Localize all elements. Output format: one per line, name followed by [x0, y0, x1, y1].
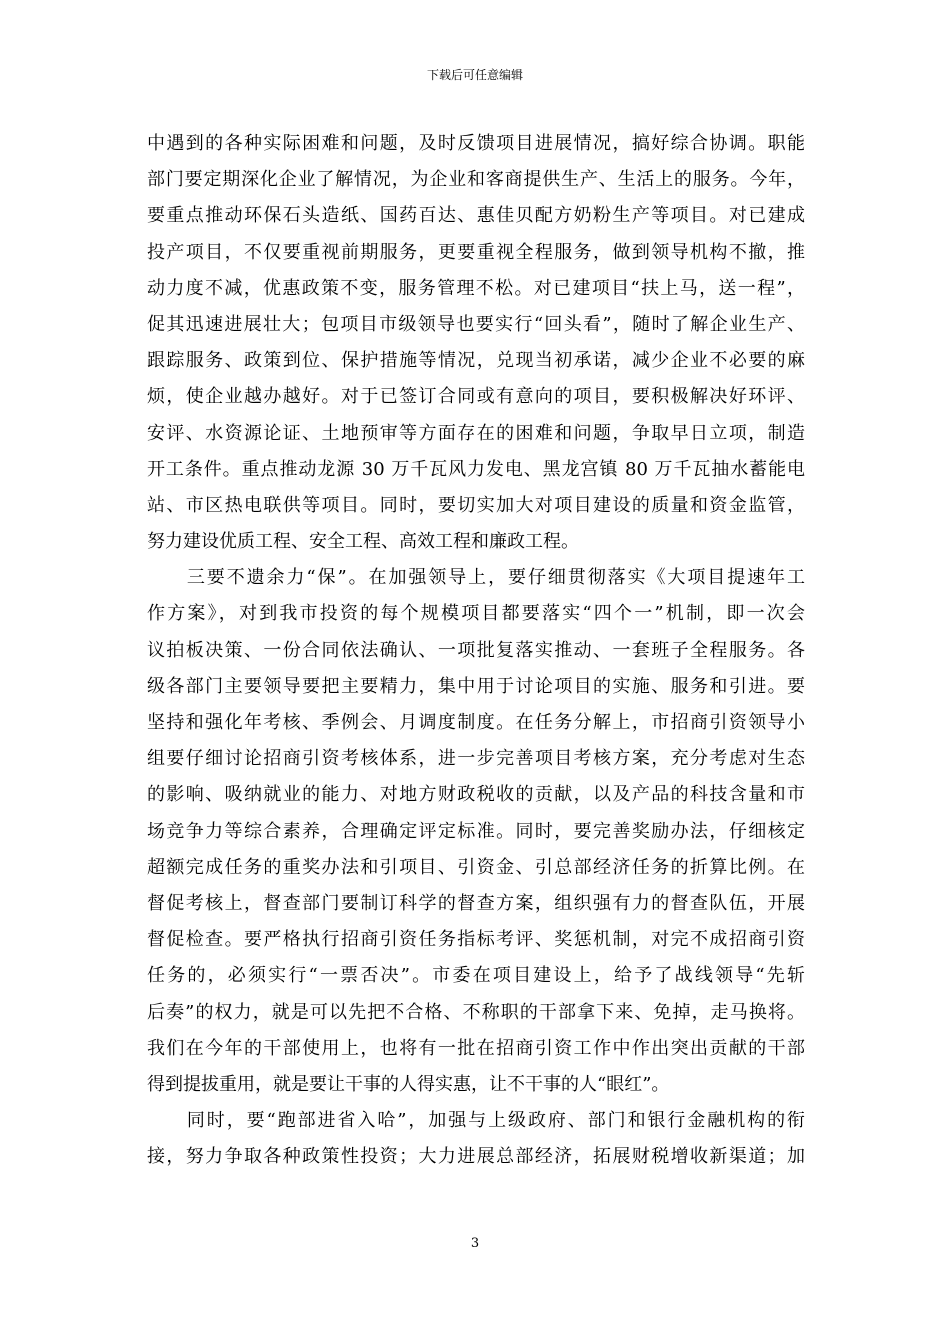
page-header: 下载后可任意编辑 [426, 68, 523, 82]
text-line: 任务的，必须实行“一票否决”。市委在项目建设上，给予了战线领导“先斩 [147, 965, 805, 987]
text-line: 我们在今年的干部使用上，也将有一批在招商引资工作中作出突出贡献的干部 [147, 1037, 805, 1059]
text-line: 开工条件。重点推动龙源 30 万千瓦风力发电、黑龙宫镇 80 万千瓦抽水蓄能电 [147, 458, 805, 480]
text-line: 烦，使企业越办越好。对于已签订合同或有意向的项目，要积极解决好环评、 [147, 386, 805, 408]
text-line: 议拍板决策、一份合同依法确认、一项批复落实推动、一套班子全程服务。各 [147, 639, 805, 661]
text-line: 要重点推动环保石头造纸、国药百达、惠佳贝配方奶粉生产等项目。对已建成 [147, 205, 805, 227]
text-line: 动力度不减，优惠政策不变，服务管理不松。对已建项目“扶上马，送一程”， [147, 277, 805, 299]
text-line: 中遇到的各种实际困难和问题，及时反馈项目进展情况，搞好综合协调。职能 [147, 133, 805, 154]
text-line: 努力建设优质工程、安全工程、高效工程和廉政工程。 [147, 531, 579, 553]
page-number: 3 [470, 1236, 480, 1251]
text-line: 组要仔细讨论招商引资考核体系，进一步完善项目考核方案，充分考虑对生态 [147, 748, 805, 770]
text-line: 超额完成任务的重奖办法和引项目、引资金、引总部经济任务的折算比例。在 [147, 856, 805, 878]
text-line: 督促考核上，督查部门要制订科学的督查方案，组织强有力的督查队伍，开展 [147, 892, 805, 914]
text-line: 级各部门主要领导要把主要精力，集中用于讨论项目的实施、服务和引进。要 [147, 675, 805, 697]
text-line: 投产项目，不仅要重视前期服务，更要重视全程服务，做到领导机构不撤，推 [147, 241, 805, 263]
text-line: 督促检查。要严格执行招商引资任务指标考评、奖惩机制，对完不成招商引资 [147, 929, 805, 951]
text-line: 三要不遗余力“保”。在加强领导上，要仔细贯彻落实《大项目提速年工 [147, 567, 805, 589]
text-line: 同时，要“跑部进省入哈”，加强与上级政府、部门和银行金融机构的衔 [147, 1110, 805, 1132]
document-body [147, 126, 805, 1175]
text-line: 后奏”的权力，就是可以先把不合格、不称职的干部拿下来、免掉，走马换将。 [147, 1001, 805, 1023]
text-line: 接，努力争取各种政策性投资；大力进展总部经济，拓展财税增收新渠道；加 [147, 1146, 805, 1168]
text-line: 站、市区热电联供等项目。同时，要切实加大对项目建设的质量和资金监管， [147, 494, 805, 516]
text-line: 坚持和强化年考核、季例会、月调度制度。在任务分解上，市招商引资领导小 [147, 712, 805, 733]
text-line: 的影响、吸纳就业的能力、对地方财政税收的贡献，以及产品的科技含量和市 [147, 784, 805, 806]
text-line: 跟踪服务、政策到位、保护措施等情况，兑现当初承诺，减少企业不必要的麻 [147, 350, 805, 372]
text-line: 安评、水资源论证、土地预审等方面存在的困难和问题，争取早日立项，制造 [147, 422, 805, 444]
text-line: 得到提拔重用，就是要让干事的人得实惠，让不干事的人“眼红”。 [147, 1073, 670, 1095]
text-line: 作方案》，对到我市投资的每个规模项目都要落实“四个一”机制，即一次会 [147, 603, 805, 625]
text-line: 部门要定期深化企业了解情况，为企业和客商提供生产、生活上的服务。今年， [147, 169, 805, 191]
text-line: 场竞争力等综合素养，合理确定评定标准。同时，要完善奖励办法，仔细核定 [147, 820, 805, 842]
text-line: 促其迅速进展壮大；包项目市级领导也要实行“回头看”，随时了解企业生产、 [147, 313, 805, 335]
